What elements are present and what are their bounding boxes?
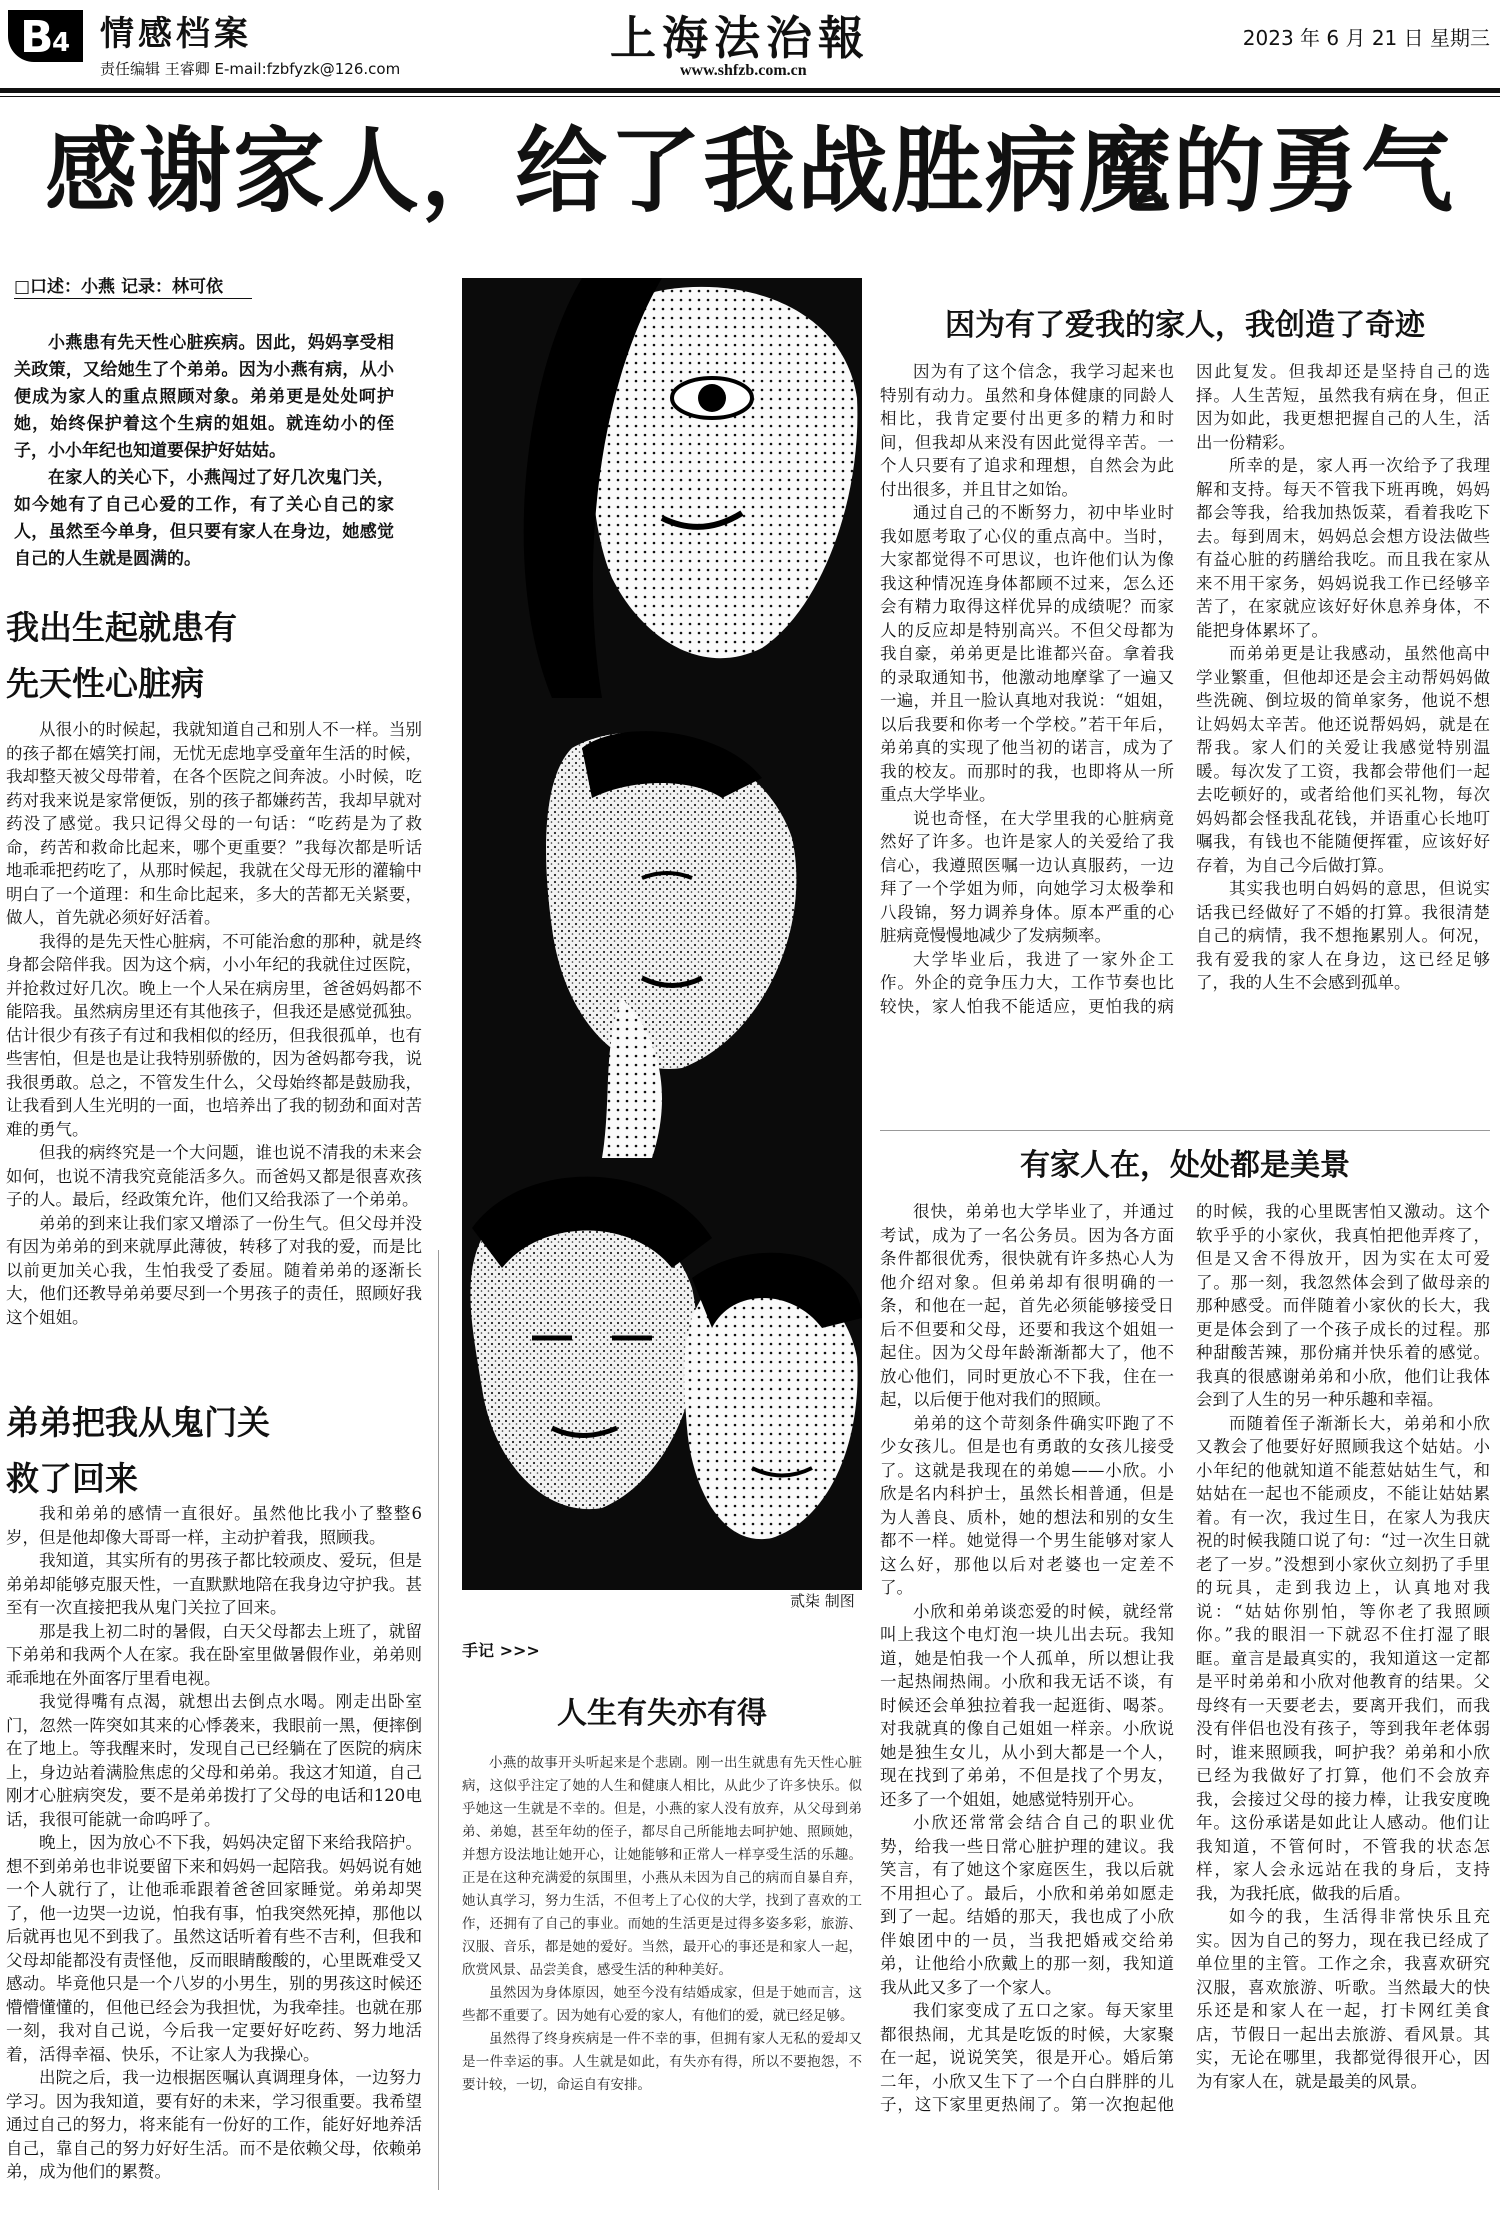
body-paragraph: 而弟弟更是让我感动，虽然他高中学业繁重，但他却还是会主动帮妈妈做些洗碗、倒垃圾的简单家务，他说不想让妈妈太辛苦。他还说帮妈妈，就是在帮我。家人们的关爱让我感觉特别温暖。每次发了工资，我都会带他们一起去吃顿好的，或者给他们买礼物，每次妈妈都会怪我乱花钱，并语重心长地叮嘱我，有钱也不能随便挥霍，应该好好存着，为自己今后做打算。 <box>1196 644 1490 875</box>
section-heading-line: 救了回来 <box>6 1459 138 1498</box>
byline: □口述：小燕 记录：林可依 <box>14 277 223 297</box>
body-paragraph: 说也奇怪，在大学里我的心脏病竟然好了许多。也许是家人的关爱给了我信心，我遵照医嘱一边认真服药，一边拜了一个学姐为师，向她学习太极拳和八段锦，努力调养身体。原本严重的心脏病竟慢慢地减少了发病频率。 <box>880 808 1174 945</box>
section-heading: 有家人在，处处都是美景 <box>1020 1148 1350 1183</box>
section-divider <box>880 1130 1490 1131</box>
column-divider <box>438 1250 439 2190</box>
section-heading-line: 弟弟把我从鬼门关 <box>6 1403 270 1442</box>
note-title: 人生有失亦有得 <box>557 1696 767 1731</box>
byline-rule <box>14 298 252 299</box>
body-paragraph: 而随着侄子渐渐长大，弟弟和小欣又教会了他要好好照顾我这个姑姑。小小年纪的他就知道不能惹姑姑生气，和姑姑在一起也不能顽皮，不能让姑姑累着。有一次，我过生日，在家人为我庆祝的时候我随口说了句：“过一次生日就老了一岁。”没想到小家伙立刻扔了手里的玩具，走到我边上，认真地对我说：“姑姑你别怕，等你老了我照顾你。”我的眼泪一下就忍不住打湿了眼眶。童言是最真实的，我知道这一定都是平时弟弟和小欣对他教育的结果。父母终有一天要老去，要离开我们，而我没有伴侣也没有孩子，等到我年老体弱时，谁来照顾我，呵护我？弟弟和小欣已经为我做好了打算，他们不会放弃我，会接过父母的接力棒，让我安度晚年。这份承诺是如此让人感动。他们让我知道，不管何时，不管我的状态怎样，家人会永远站在我的身后，支持我，为我托底，做我的后盾。 <box>1196 1413 1490 1903</box>
editor-line: 责任编辑 王睿卿 E-mail:fzbfyzk@126.com <box>100 60 401 78</box>
section-heading-line: 我出生起就患有 <box>6 608 237 647</box>
section-title: 情感档案 <box>100 14 252 54</box>
body-paragraph: 因为有了这个信念，我学习起来也特别有动力。虽然和身体健康的同龄人相比，我肯定要付出更多的精力和时间，但我却从来没有因此觉得辛苦。一个人只要有了追求和理想，自然会为此付出很多，并且甘之如饴。 <box>880 362 1174 499</box>
body-paragraph: 小欣和弟弟谈恋爱的时候，就经常叫上我这个电灯泡一块儿出去玩。我知道，她是怕我一个人孤单，所以想让我一起热闹热闹。小欣和我无话不谈，有时候还会单独拉着我一起逛街、喝茶。对我就真的像自己姐姐一样亲。小欣说她是独生女儿，从小到大都是一个人，现在找到了弟弟，不但是找了个男友，还多了一个姐姐，她感觉特别开心。 <box>880 1601 1174 1809</box>
intro-paragraph: 在家人的关心下，小燕闯过了好几次鬼门关，如今她有了自己心爱的工作，有了关心自己的家人，虽然至今单身，但只要有家人在身边，她感觉自己的人生就是圆满的。 <box>14 468 394 569</box>
newspaper-masthead: 上海法治報 <box>610 11 870 65</box>
body-paragraph: 出院之后，我一边根据医嘱认真调理身体，一边努力学习。因为我知道，要有好的未来，学习很重要。我希望通过自己的努力，将来能有一份好的工作，能好好地养活自己，靠自己的努力好好生活。而不是依赖父母，依赖弟弟，成为他们的累赘。 <box>6 2068 422 2181</box>
body-paragraph: 我知道，其实所有的男孩子都比较顽皮、爱玩，但是弟弟却能够克服天性，一直默默地陪在我身边守护我。甚至有一次直接把我从鬼门关拉了回来。 <box>6 1551 422 1617</box>
page-number-badge <box>8 10 83 62</box>
illustration-art <box>462 278 862 1590</box>
body-paragraph: 但我的病终究是一个大问题，谁也说不清我的未来会如何，也说不清我究竟能活多久。而爸妈又都是很喜欢孩子的人。最后，经政策允许，他们又给我添了一个弟弟。 <box>6 1143 422 1209</box>
section-heading <box>6 600 426 712</box>
body-paragraph: 通过自己的不断努力，初中毕业时我如愿考取了心仪的重点高中。当时，大家都觉得不可思议，也许他们认为像我这种情况连身体都顾不过来，怎么还会有精力取得这样优异的成绩呢？而家人的反应却是特别高兴。不但父母都为我自豪，弟弟更是比谁都兴奋。拿着我的录取通知书，他激动地摩挲了一遍又一遍，并且一脸认真地对我说：“姐姐，以后我要和你考一个学校。”若干年后，弟弟真的实现了他当初的诺言，成为了我的校友。而那时的我，也即将从一所重点大学毕业。 <box>880 503 1174 804</box>
body-paragraph: 我觉得嘴有点渴，就想出去倒点水喝。刚走出卧室门，忽然一阵突如其来的心悸袭来，我眼前一黑，便摔倒在了地上。等我醒来时，发现自己已经躺在了医院的病床上，身边站着满脸焦虑的父母和弟弟。我这才知道，自己刚才心脏病突发，要不是弟弟拨打了父母的电话和120电话，我很可能就一命呜呼了。 <box>6 1692 422 1829</box>
page-letter: B <box>20 12 54 63</box>
body-paragraph: 所幸的是，家人再一次给予了我理解和支持。每天不管我下班再晚，妈妈都会等我，给我加热饭菜，看着我吃下去。每到周末，妈妈总会想方设法做些有益心脏的药膳给我吃。而且我在家从来不用干家务，妈妈说我工作已经够辛苦了，在家就应该好好休息养身体，不能把身体累坏了。 <box>1196 456 1490 640</box>
image-credit: 贰柒 制图 <box>790 1592 855 1610</box>
body-paragraph: 晚上，因为放心不下我，妈妈决定留下来给我陪护。想不到弟弟也非说要留下来和妈妈一起陪我。妈妈说有她一个人就行了，让他乖乖跟着爸爸回家睡觉。弟弟却哭了，他一边哭一边说，怕我有事，怕我突然死掉，那他以后就再也见不到我了。虽然这话听着有些不吉利，但我和父母却能都没有责怪他，反而眼睛酸酸的，心里既难受又感动。毕竟他只是一个八岁的小男生，别的男孩这时候还懵懵懂懂的，但他已经会为我担忧，为我牵挂。也就在那一刻，我对自己说，今后我一定要好好吃药、努力地活着，活得幸福、快乐，不让家人为我操心。 <box>6 1833 422 2064</box>
section-body <box>6 1502 422 2224</box>
section-heading: 因为有了爱我的家人，我创造了奇迹 <box>945 308 1425 343</box>
page-number: 4 <box>52 28 71 58</box>
note-paragraph: 虽然得了终身疾病是一件不幸的事，但拥有家人无私的爱却又是一件幸运的事。人生就是如此，有失亦有得，所以不要抱怨，不要计较，一切，命运自有安排。 <box>462 2031 862 2093</box>
intro-summary <box>14 330 394 573</box>
header-rule-thin <box>0 96 1500 97</box>
note-label: 手记 >>> <box>462 1641 540 1660</box>
note-paragraph: 虽然因为身体原因，她至今没有结婚成家，但是于她而言，这些都不重要了。因为她有心爱的家人，有他们的爱，就已经足够。 <box>462 1985 862 2024</box>
body-paragraph: 我们家变成了五口之家。每天家里都很热闹，尤其是吃饭的时候，大家聚在一起，说说笑笑，很是开心。婚后第二年，小欣又生下了一个白白胖胖的儿子，这下家里更热闹了。第一次抱起他的时候，我的心里既害怕又激动。这个软乎乎的小家伙，我真怕把他弄疼了，但是又舍不得放开，因为实在太可爱了。那一刻，我忽然体会到了做母亲的那种感受。而伴随着小家伙的长大，我更是体会到了一个孩子成长的过程。那种甜酸苦辣，那份痛并快乐着的感觉。我真的很感谢弟弟和小欣，他们让我体会到了人生的另一种乐趣和幸福。 <box>880 1202 1490 2114</box>
section-heading <box>6 1395 426 1507</box>
body-paragraph: 其实我也明白妈妈的意思，但说实话我已经做好了不婚的打算。我很清楚自己的病情，我不想拖累别人。何况，我有爱我的家人在身边，这已经足够了，我的人生不会感到孤单。 <box>1196 879 1490 992</box>
intro-paragraph: 小燕患有先天性心脏疾病。因此，妈妈享受相关政策，又给她生了个弟弟。因为小燕有病，从小便成为家人的重点照顾对象。弟弟更是处处呵护她，始终保护着这个生病的姐姐。就连幼小的侄子，小小年纪也知道要保护好姑姑。 <box>14 333 394 461</box>
section-body <box>6 718 422 1383</box>
section-body <box>880 1200 1490 2222</box>
header-rule <box>0 88 1500 93</box>
body-paragraph: 我得的是先天性心脏病，不可能治愈的那种，就是终身都会陪伴我。因为这个病，小小年纪的我就住过医院，并抢救过好几次。晚上一个人呆在病房里，爸爸妈妈都不能陪我。虽然病房里还有其他孩子，但我还是感觉孤独。估计很少有孩子有过和我相似的经历，但我很孤单，也有些害怕，但是也是让我特别骄傲的，因为爸妈都夸我，说我很勇敢。总之，不管发生什么，父母始终都是鼓励我，让我看到人生光明的一面，也培养出了我的韧劲和面对苦难的勇气。 <box>6 931 422 1139</box>
body-paragraph: 那是我上初二时的暑假，白天父母都去上班了，就留下弟弟和我两个人在家。我在卧室里做暑假作业，弟弟则乖乖地在外面客厅里看电视。 <box>6 1621 422 1688</box>
body-paragraph: 大学毕业后，我进了一家外企工作。外企的竞争压力大，工作节奏也比较快，家人怕我不能适应，更怕我的病因此复发。但我却还是坚持自己的选择。人生苦短，虽然我有病在身，但正因为如此，我更想把握自己的人生，活出一份精彩。 <box>880 362 1490 1016</box>
stippled-faces-illustration <box>462 278 862 1590</box>
section-body <box>880 360 1490 1112</box>
body-paragraph: 小欣还常常会结合自己的职业优势，给我一些日常心脏护理的建议。我笑言，有了她这个家庭医生，我以后就不用担心了。最后，小欣和弟弟如愿走到了一起。结婚的那天，我也成了小欣伴娘团中的一员，当我把婚戒交给弟弟，让他给小欣戴上的那一刻，我知道我从此又多了一个家人。 <box>880 1813 1174 1997</box>
body-paragraph: 弟弟的到来让我们家又增添了一份生气。但父母并没有因为弟弟的到来就厚此薄彼，转移了对我的爱，而是比以前更加关心我，生怕我受了委屈。随着弟弟的逐渐长大，他们还教导弟弟要尽到一个男孩子的责任，照顾好我这个姐姐。 <box>6 1213 422 1327</box>
body-paragraph: 我和弟弟的感情一直很好。虽然他比我小了整整6岁，但是他却像大哥哥一样，主动护着我，照顾我。 <box>6 1504 422 1547</box>
website-link[interactable]: www.shfzb.com.cn <box>680 62 807 79</box>
body-paragraph: 很快，弟弟也大学毕业了，并通过考试，成为了一名公务员。因为各方面条件都很优秀，很快就有许多热心人为他介绍对象。但弟弟却有很明确的一条，和他在一起，首先必须能够接受日后不但要和父母，还要和我这个姐姐一起住。因为父母年龄渐渐都大了，他不放心他们，同时更放心不下我，住在一起，以后便于他对我们的照顾。 <box>880 1202 1174 1409</box>
note-body <box>462 1752 862 2222</box>
article-headline: 感谢家人，给了我战胜病魔的勇气 <box>44 118 1455 225</box>
body-paragraph: 从很小的时候起，我就知道自己和别人不一样。当别的孩子都在嬉笑打闹，无忧无虑地享受童年生活的时候，我却整天被父母带着，在各个医院之间奔波。小时候，吃药对我来说是家常便饭，别的孩子都嫌药苦，我却早就对药没了感觉。我只记得父母的一句话：“吃药是为了救命，药苦和救命比起来，哪个更重要？”我每次都是听话地乖乖把药吃了，从那时候起，我就在父母无形的灌输中明白了一个道理：和生命比起来，多大的苦都无关紧要，做人，首先就必须好好活着。 <box>6 720 422 927</box>
issue-date: 2023 年 6 月 21 日 星期三 <box>1242 26 1490 50</box>
body-paragraph: 弟弟的这个苛刻条件确实吓跑了不少女孩儿。但是也有勇敢的女孩儿接受了。这就是我现在的弟媳——小欣。小欣是名内科护士，虽然长相普通，但是为人善良、质朴，她的想法和别的女生都不一样。她觉得一个男生能够对家人这么好，那他以后对老婆也一定差不了。 <box>880 1413 1174 1597</box>
note-paragraph: 小燕的故事开头听起来是个悲剧。刚一出生就患有先天性心脏病，这似乎注定了她的人生和健康人相比，从此少了许多快乐。似乎她这一生就是不幸的。但是，小燕的家人没有放弃，从父母到弟弟、弟媳，甚至年幼的侄子，都尽自己所能地去呵护她、照顾她，并想方设法地让她开心，让她能够和正常人一样享受生活的乐趣。正是在这种充满爱的氛围里，小燕从未因为自己的病而自暴自弃，她认真学习，努力生活，不但考上了心仪的大学，找到了喜欢的工作，还拥有了自己的事业。而她的生活更是过得多姿多彩，旅游、汉服、音乐，都是她的爱好。当然，最开心的事还是和家人一起，欣赏风景、品尝美食，感受生活的种种美好。 <box>462 1755 862 1978</box>
body-paragraph: 如今的我，生活得非常快乐且充实。因为自己的努力，现在我已经成了单位里的主管。工作之余，我喜欢研究汉服，喜欢旅游、听歌。当然最大的快乐还是和家人在一起，打卡网红美食店，节假日一起出去旅游、看风景。其实，无论在哪里，我都觉得很开心，因为有家人在，就是最美的风景。 <box>1196 1907 1490 2091</box>
section-heading-line: 先天性心脏病 <box>6 664 204 703</box>
